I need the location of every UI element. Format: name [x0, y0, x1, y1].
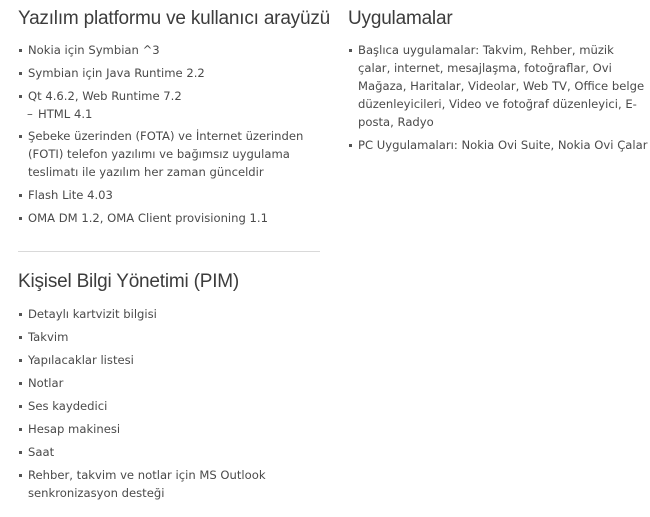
list-item: Flash Lite 4.03 — [18, 186, 320, 204]
software-heading: Yazılım platformu ve kullanıcı arayüzü — [18, 8, 331, 29]
list-item: Başlıca uygulamalar: Takvim, Rehber, müzik çalar, internet, mesajlaşma, fotoğraflar, Ovi Mağaza, Haritalar, Videolar, Web TV, Office belge düzenleyicileri, Video ve fotoğraf düzenleyici, E-posta, Radyo — [348, 41, 648, 131]
list-item: Yapılacaklar listesi — [18, 351, 320, 369]
list-item: Rehber, takvim ve notlar için MS Outlook senkronizasyon desteği — [18, 466, 320, 502]
section-divider — [18, 251, 320, 252]
list-item: PC Uygulamaları: Nokia Ovi Suite, Nokia Ovi Çalar — [348, 136, 648, 154]
list-item: Symbian için Java Runtime 2.2 — [18, 64, 320, 82]
list-item: Ses kaydedici — [18, 397, 320, 415]
list-item: Saat — [18, 443, 320, 461]
list-item: Şebeke üzerinden (FOTA) ve İnternet üzerinden (FOTI) telefon yazılımı ve bağımsız uygulama teslimatı ile yazılım her zaman günceldir — [18, 127, 320, 181]
sub-list-item — [18, 105, 320, 123]
list-item: Qt 4.6.2, Web Runtime 7.2 — [18, 87, 320, 105]
list-item: Takvim — [18, 328, 320, 346]
pim-heading: Kişisel Bilgi Yönetimi (PIM) — [18, 271, 240, 292]
list-item: Notlar — [18, 374, 320, 392]
list-item: Hesap makinesi — [18, 420, 320, 438]
apps-heading: Uygulamalar — [348, 8, 453, 29]
dash-marker: – — [27, 107, 33, 121]
apps-list — [348, 41, 648, 159]
sub-list-item-label: HTML 4.1 — [38, 107, 93, 121]
list-item: Detaylı kartvizit bilgisi — [18, 305, 320, 323]
pim-list — [18, 305, 320, 507]
software-list — [18, 41, 320, 232]
list-item: OMA DM 1.2, OMA Client provisioning 1.1 — [18, 209, 320, 227]
list-item: Nokia için Symbian ^3 — [18, 41, 320, 59]
